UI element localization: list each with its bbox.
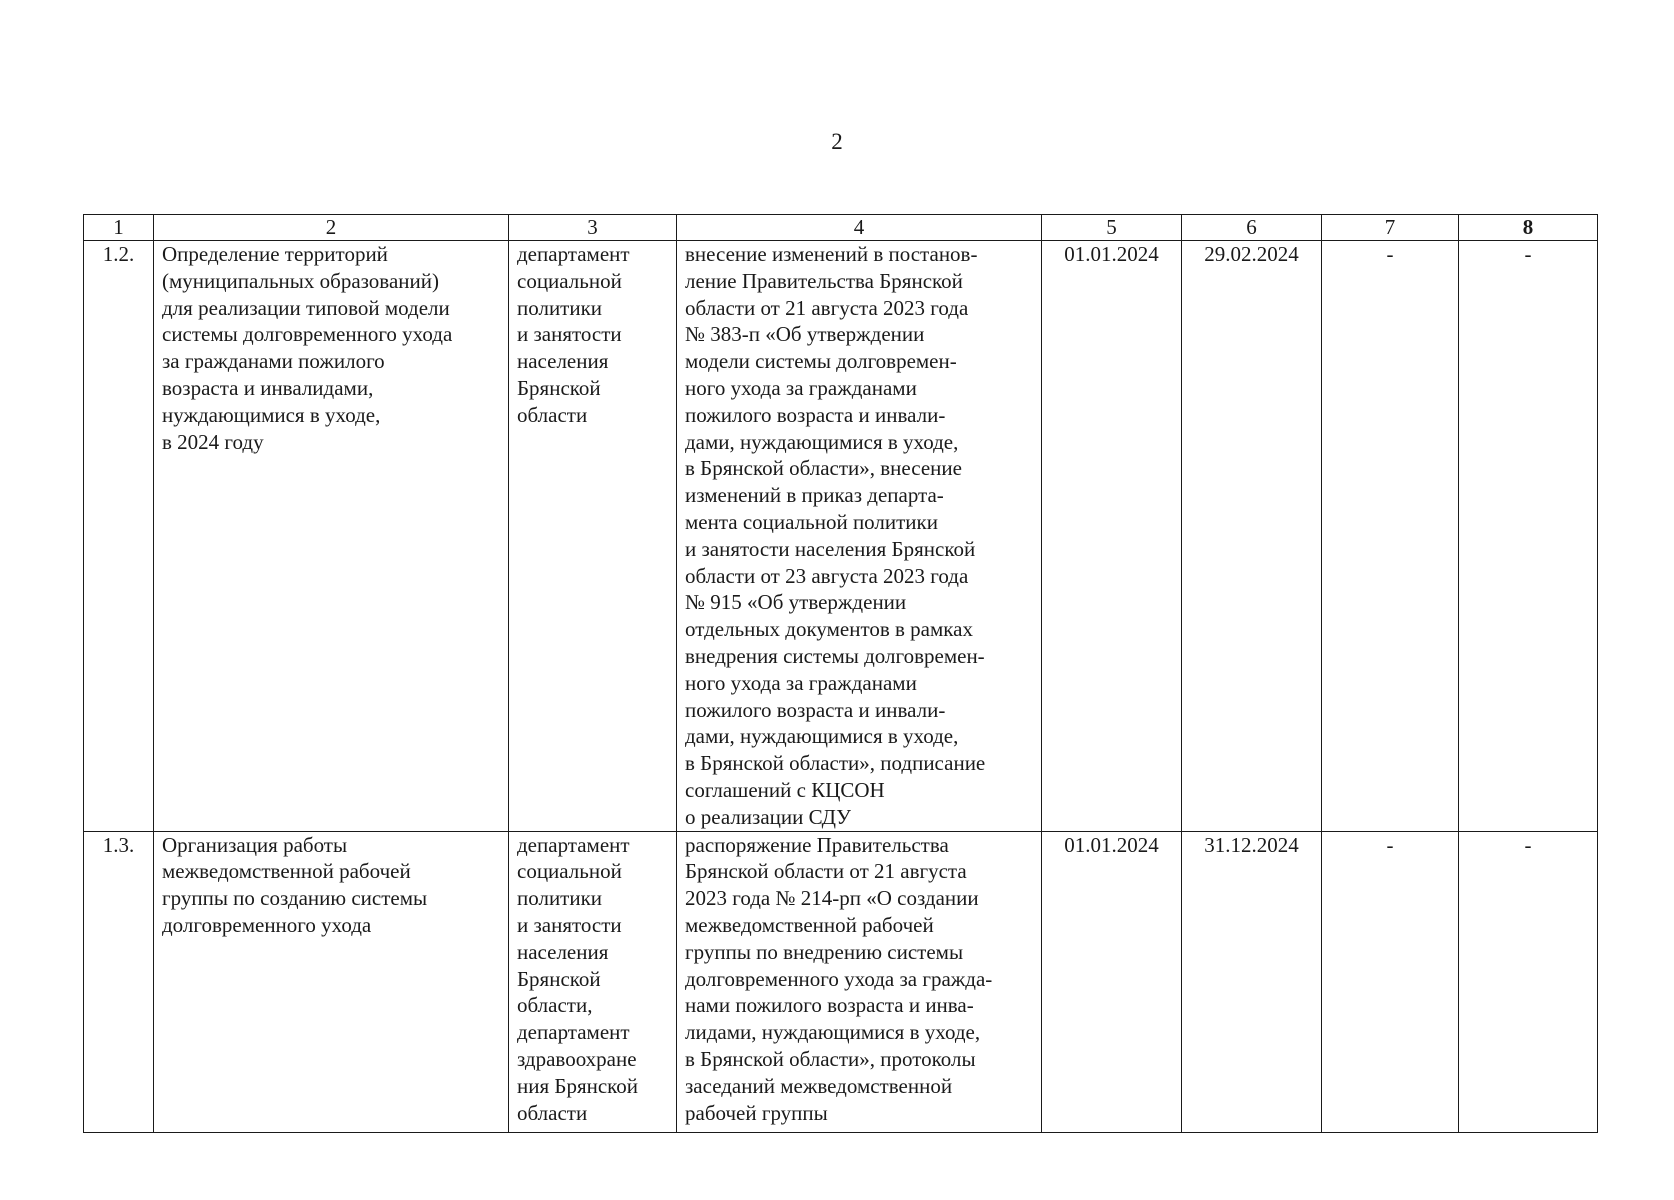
activity-cell-line: нуждающимися в уходе,	[162, 402, 381, 427]
result-cell-line: модели системы долговремен-	[685, 349, 957, 374]
executor-cell-line: департамент	[517, 832, 630, 857]
column-header-1: 1	[84, 215, 154, 241]
column-8-cell: -	[1459, 241, 1598, 832]
executor-cell-line: департамент	[517, 1020, 630, 1045]
column-header-8: 8	[1459, 215, 1598, 241]
result-cell-line: распоряжение Правительства	[685, 832, 949, 857]
result-cell-line: Брянской области от 21 августа	[685, 859, 967, 884]
executor-cell-line: и занятости	[517, 322, 622, 347]
executor-cell-line: Брянской	[517, 375, 601, 400]
row-number: 1.2.	[84, 241, 154, 832]
activity-cell-line: в 2024 году	[162, 429, 264, 454]
column-header-3: 3	[509, 215, 677, 241]
table-body	[84, 241, 1598, 1133]
end-date-cell: 29.02.2024	[1182, 241, 1322, 832]
plan-table	[83, 214, 1598, 1133]
result-cell-line: соглашений с КЦСОН	[685, 777, 885, 802]
executor-cell	[509, 831, 677, 1132]
activity-cell-line: за гражданами пожилого	[162, 349, 385, 374]
column-header-2: 2	[154, 215, 509, 241]
activity-cell	[154, 831, 509, 1132]
activity-cell-line: Определение территорий	[162, 242, 388, 266]
activity-cell	[154, 241, 509, 832]
result-cell-line: и занятости населения Брянской	[685, 536, 976, 561]
result-cell	[677, 831, 1042, 1132]
result-cell-line: области от 23 августа 2023 года	[685, 563, 969, 588]
result-cell-line: № 915 «Об утверждении	[685, 590, 907, 615]
activity-cell-line: для реализации типовой модели	[162, 295, 450, 320]
result-cell-line: группы по внедрению системы	[685, 939, 964, 964]
result-cell-line: мента социальной политики	[685, 509, 938, 534]
result-cell-line: в Брянской области», протоколы	[685, 1046, 976, 1071]
start-date-cell: 01.01.2024	[1042, 831, 1182, 1132]
executor-cell-line: области	[517, 402, 588, 427]
activity-cell-line: межведомственной рабочей	[162, 859, 411, 884]
executor-cell-line: области,	[517, 993, 593, 1018]
column-7-cell: -	[1322, 831, 1459, 1132]
column-header-6: 6	[1182, 215, 1322, 241]
result-cell-line: № 383-п «Об утверждении	[685, 322, 925, 347]
executor-cell-line: политики	[517, 295, 603, 320]
executor-cell-line: Брянской	[517, 966, 601, 991]
executor-cell-line: департамент	[517, 242, 630, 266]
activity-cell-line: группы по созданию системы	[162, 886, 428, 911]
result-cell-line: о реализации СДУ	[685, 804, 852, 829]
result-cell-line: внедрения системы долговремен-	[685, 643, 985, 668]
result-cell-line: изменений в приказ департа-	[685, 483, 944, 508]
column-8-cell: -	[1459, 831, 1598, 1132]
result-cell-line: ление Правительства Брянской	[685, 268, 963, 293]
executor-cell-line: области	[517, 1100, 588, 1125]
activity-cell-line: возраста и инвалидами,	[162, 375, 374, 400]
result-cell-line: в Брянской области», внесение	[685, 456, 962, 481]
executor-cell-line: социальной	[517, 268, 622, 293]
executor-cell-line: и занятости	[517, 912, 622, 937]
result-cell-line: 2023 года № 214-рп «О создании	[685, 886, 979, 911]
result-cell-line: внесение изменений в постанов-	[685, 242, 978, 266]
column-7-cell: -	[1322, 241, 1459, 832]
executor-cell-line: ния Брянской	[517, 1073, 639, 1098]
result-cell-line: лидами, нуждающимися в уходе,	[685, 1020, 981, 1045]
column-header-5: 5	[1042, 215, 1182, 241]
result-cell-line: отдельных документов в рамках	[685, 617, 973, 642]
result-cell-line: в Брянской области», подписание	[685, 751, 986, 776]
result-cell-line: ного ухода за гражданами	[685, 670, 917, 695]
executor-cell-line: социальной	[517, 859, 622, 884]
column-header-4: 4	[677, 215, 1042, 241]
page-number: 2	[831, 129, 843, 154]
executor-cell	[509, 241, 677, 832]
table-header-row	[84, 215, 1598, 241]
result-cell-line: дами, нуждающимися в уходе,	[685, 724, 959, 749]
result-cell-line: области от 21 августа 2023 года	[685, 295, 969, 320]
executor-cell-line: населения	[517, 939, 609, 964]
executor-cell-line: политики	[517, 886, 603, 911]
result-cell-line: пожилого возраста и инвали-	[685, 402, 946, 427]
result-cell	[677, 241, 1042, 832]
table-row	[84, 241, 1598, 832]
end-date-cell: 31.12.2024	[1182, 831, 1322, 1132]
result-cell-line: пожилого возраста и инвали-	[685, 697, 946, 722]
activity-cell-line: Организация работы	[162, 832, 348, 857]
row-number: 1.3.	[84, 831, 154, 1132]
executor-cell-line: населения	[517, 349, 609, 374]
table-row	[84, 831, 1598, 1132]
column-header-7: 7	[1322, 215, 1459, 241]
activity-cell-line: (муниципальных образований)	[162, 268, 439, 293]
activity-cell-line: системы долговременного ухода	[162, 322, 453, 347]
start-date-cell: 01.01.2024	[1042, 241, 1182, 832]
result-cell-line: межведомственной рабочей	[685, 912, 934, 937]
result-cell-line: дами, нуждающимися в уходе,	[685, 429, 959, 454]
result-cell-line: рабочей группы	[685, 1100, 828, 1125]
result-cell-line: заседаний межведомственной	[685, 1073, 953, 1098]
result-cell-line: ного ухода за гражданами	[685, 375, 917, 400]
result-cell-line: долговременного ухода за гражда-	[685, 966, 993, 991]
activity-cell-line: долговременного ухода	[162, 912, 372, 937]
result-cell-line: нами пожилого возраста и инва-	[685, 993, 974, 1018]
executor-cell-line: здравоохране	[517, 1046, 637, 1071]
